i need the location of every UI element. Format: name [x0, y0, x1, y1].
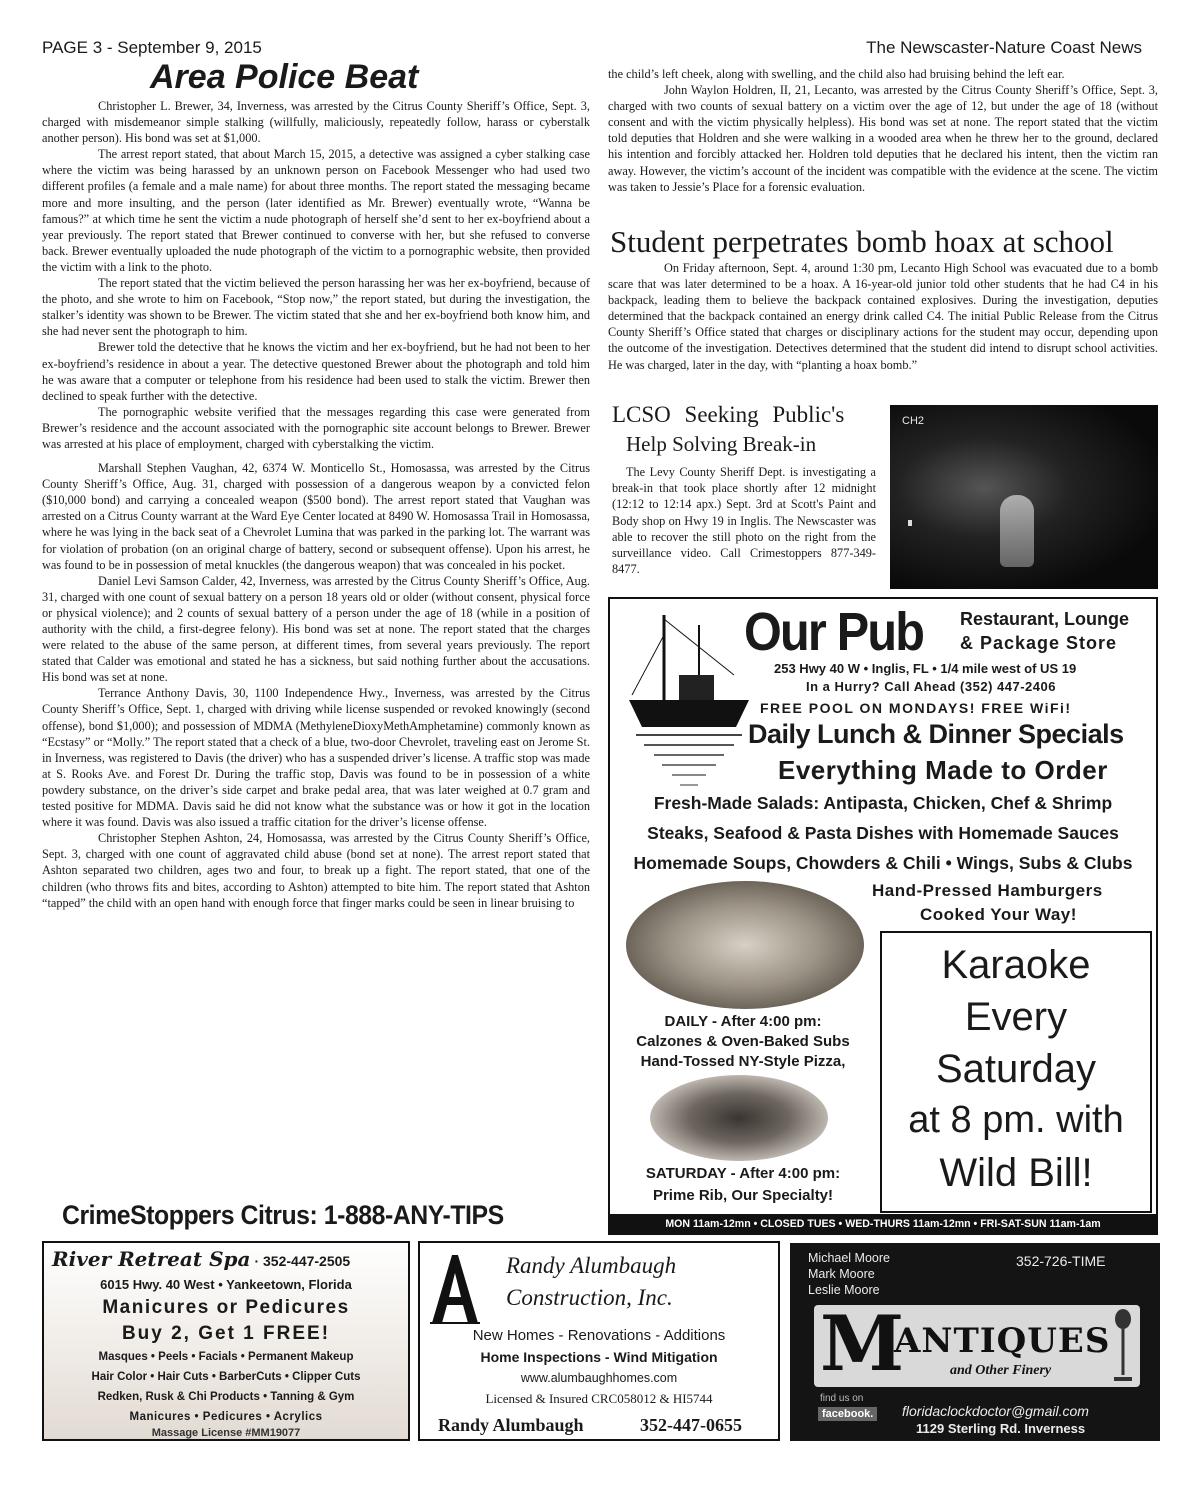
construction-services: New Homes - Renovations - Additions [472, 1327, 726, 1344]
spa-name [52, 1247, 350, 1271]
construction-contact-name: Randy Alumbaugh [438, 1415, 584, 1435]
spa-promo-1: Manicures or Pedicures [102, 1297, 350, 1318]
owner-name: Michael Moore [808, 1251, 890, 1265]
facebook-badge[interactable]: facebook. [818, 1407, 877, 1421]
spa-phone: · 352-447-2505 [254, 1253, 351, 1269]
crimestoppers-banner: CrimeStoppers Citrus: 1-888-ANY-TIPS [62, 1200, 504, 1230]
spa-license: Massage License #MM19077 [151, 1427, 301, 1439]
newspaper-name: The Newscaster-Nature Coast News [866, 38, 1142, 57]
paragraph: The arrest report stated, that about March 15, 2015, a detective was assigned a cyber stalking case where the victim was being harassed by an unknown person on Facebook Messenger who had used two different profiles (a female and a male name) for about three months. The report stated the messaging became more and more insulting, and the person (later identified as Mr. Brewer) eventually wrote, “Wanna be famous?” at which time he sent the victim a nude photograph of herself she’d sent to her ex-boyfriend about a year previously. The report stated that Brewer continued to converse with her, but she refused to converse back. Brewer eventually uploaded the nude photograph of the victim to a pornographic website, then provided the victim with a link to the photo. [42, 147, 590, 274]
letter-a-logo-icon [428, 1253, 482, 1325]
owner-name: Mark Moore [808, 1267, 875, 1281]
pub-menu-line-2: Steaks, Seafood & Pasta Dishes with Homemade Sauces [647, 823, 1119, 843]
spa-name-text: River Retreat Spa [52, 1247, 251, 1271]
paragraph: The Levy County Sheriff Dept. is investigating a break-in that took place shortly after 12 midnight (12:12 to 12:14 apx.) Sept. 3rd at Scott's Paint and Body shop on Hwy 19 in Inglis. The Newscaster was able to recover the still photo on the right from the surveillance video. Call Crimestoppers 877-349-8477. [612, 465, 876, 577]
pub-tagline-2: & Package Store [960, 633, 1118, 653]
pub-made-to-order: Everything Made to Order [778, 755, 1108, 785]
karaoke-box [880, 931, 1152, 1213]
karaoke-line-1: Karaoke [941, 943, 1091, 987]
pub-call-ahead: In a Hurry? Call Ahead (352) 447-2406 [806, 679, 1056, 694]
paragraph: Daniel Levi Samson Calder, 42, Inverness, was arrested by the Citrus County Sheriff’s Office, Aug. 31, charged with one count of sexual battery on a person 18 years old or older (without consent, physical force or physical violence); and 2 counts of sexual battery of a person under the age of 18 (while in a position of authority with the child, a first-degree felony). His bond was set at none. The report stated that the charges were related to the abuse of the same person, at different times, from several years previously. The report stated that Calder was emotional and stated he has a sickness, but said nothing further about the accusations. His bond was set at none. [42, 573, 590, 685]
logo-subtitle: and Other Finery [950, 1363, 1052, 1378]
bomb-hoax-article [608, 260, 1158, 373]
karaoke-line-3: Saturday [935, 1047, 1097, 1091]
construction-inspections: Home Inspections - Wind Mitigation [480, 1349, 718, 1365]
pub-daily-1: DAILY - After 4:00 pm: [664, 1013, 822, 1030]
spa-services-4: Manicures • Pedicures • Acrylics [129, 1411, 323, 1423]
antiques-ad [790, 1243, 1160, 1441]
pub-tagline-1: Restaurant, Lounge [960, 609, 1130, 629]
pub-address: 253 Hwy 40 W • Inglis, FL • 1/4 mile west of US 19 [774, 661, 1077, 676]
karaoke-line-2: Every [964, 995, 1068, 1039]
paragraph: Christopher L. Brewer, 34, Inverness, was arrested by the Citrus County Sheriff’s Office, Sept. 3, charged with misdemeanor simple stalking (willfully, maliciously, repeatedly follow, harass or cyberstalk another person). His bond was set at $1,000. [42, 99, 590, 146]
pub-saturday-2: Prime Rib, Our Specialty! [652, 1187, 834, 1204]
pub-specials: Daily Lunch & Dinner Specials [748, 719, 1124, 749]
paragraph: Christopher Stephen Ashton, 24, Homosassa, was arrested by the Citrus County Sheriff’s Office, Sept. 3, charged with one count of aggravated child abuse (bond set at none). The arrest report stated that Ashton separated two children, ages two and four, to break up a fight. The report stated, that one of the children (who throws fits and bites, according to Ashton) attempted to bite him. The report stated that Ashton “tapped” the child with an open hand with enough force that finger marks could be seen in linear bruising to [42, 831, 590, 910]
logo-text: ANTIQUES [894, 1321, 1111, 1361]
paragraph: On Friday afternoon, Sept. 4, around 1:30 pm, Lecanto High School was evacuated due to a bomb scare that was later determined to be a hoax. A 16-year-old junior told other students that he had C4 in his backpack, leading them to believe the backpack contained explosives. During the investigation, deputies determined that the backpack contained an energy drink called C4. The initial Public Release from the Citrus County Sheriff’s Office stated that charges or disciplinary actions for the student may occur, depending upon the outcome of the investigation. Detectives determined that the student did intend to disrupt school activities. He was charged, later in the day, with “planting a hoax bomb.” [608, 261, 1158, 372]
paragraph: Terrance Anthony Davis, 30, 1100 Independence Hwy., Inverness, was arrested by the Citrus County Sheriff’s Office, Sept. 1, charged with driving while license suspended or revoked knowingly (second offense), bond $1,000); and possession of MDMA (MethyleneDioxyMethAmphetamine) commonly known as “Ecstasy” or “Molly.” The report stated that a check of a blue, two-door Chevrolet, traveling east on Jerome St. in Inverness, was registered to Davis (the driver) who has a suspended driver’s license. A traffic stop was made at S. Rooks Ave. and Forest Dr. During the traffic stop, Davis was found to be in possession of a white powdery substance, on the driver’s side carpet and brake pedal area, that was later weighed at 0.7 gram and tested positive for MDMA. Davis said he did not know what the substance was or how it got in the location where it was found. Davis was also issued a traffic citation for the driver’s license offense. [42, 686, 590, 830]
spa-address: 6015 Hwy. 40 West • Yankeetown, Florida [100, 1277, 352, 1292]
owner-name: Leslie Moore [808, 1283, 880, 1297]
construction-name-2: Construction, Inc. [506, 1285, 673, 1310]
construction-name-1: Randy Alumbaugh [506, 1253, 677, 1278]
pub-hours-bar: MON 11am-12mn • CLOSED TUES • WED-THURS 11am-12mn • FRI-SAT-SUN 11am-1am [608, 1214, 1158, 1234]
find-us-label: find us on [820, 1393, 864, 1404]
construction-website: www.alumbaughhomes.com [520, 1371, 678, 1385]
construction-phone: 352-447-0655 [640, 1415, 742, 1435]
pub-menu-line-3: Homemade Soups, Chowders & Chili • Wings, Subs & Clubs [633, 853, 1133, 873]
lcso-title-line1: LCSO Seeking Public's [612, 402, 845, 427]
karaoke-line-5: Wild Bill! [939, 1151, 1093, 1195]
pub-burgers-1: Hand-Pressed Hamburgers [872, 881, 1103, 900]
karaoke-line-4: at 8 pm. with [908, 1099, 1124, 1141]
antiques-logo [814, 1299, 1140, 1388]
paragraph: the child’s left cheek, along with swelling, and the child also had bruising behind the left ear. [608, 67, 1065, 81]
construction-ad [418, 1241, 780, 1441]
pub-daily-3: Hand-Tossed NY-Style Pizza, [640, 1053, 846, 1070]
antiques-phone: 352-726-TIME [1016, 1253, 1106, 1269]
suspect-figure [1000, 495, 1034, 567]
spa-services-2: Hair Color • Hair Cuts • BarberCuts • Clipper Cuts [91, 1371, 361, 1383]
pub-name: Our Pub [744, 602, 924, 662]
camera-label: CH2 [902, 415, 925, 427]
prime-rib-image [650, 1075, 828, 1161]
lcso-article [612, 464, 876, 577]
surveillance-photo [890, 405, 1158, 589]
spa-services-1: Masques • Peels • Facials • Permanent Makeup [98, 1351, 354, 1363]
spa-services-3: Redken, Rusk & Chi Products • Tanning & Gym [97, 1391, 355, 1403]
bomb-hoax-title: Student perpetrates bomb hoax at school [610, 224, 1114, 259]
pub-menu-line-1: Fresh-Made Salads: Antipasta, Chicken, Chef & Shrimp [653, 793, 1113, 813]
pub-saturday-1: SATURDAY - After 4:00 pm: [645, 1165, 841, 1182]
paragraph: The pornographic website verified that the messages regarding this case were generated from Brewer’s residence and the account associated with the pornographic site account belongs to Brewer. Brewer was arrested at his place of employment, charged with cyberstalking the victim. [42, 404, 590, 451]
antiques-address: 1129 Sterling Rd. Inverness [916, 1421, 1086, 1436]
pizza-image [626, 881, 864, 1009]
light-spot [908, 520, 912, 526]
lcso-title-line2: Help Solving Break-in [626, 432, 817, 456]
paragraph: John Waylon Holdren, II, 21, Lecanto, was arrested by the Citrus County Sheriff’s Office, Sept. 3, charged with two counts of sexual battery on a victim over the age of 12, but under the age of 18 (without consent and with the victim physically helpless). His bond was set at none. The report stated that the victim told deputies that Holdren and she were walking in a wooded area when he threw her to the ground, declared his intention and forcibly attacked her. Holdren told deputies that he declared his intent, then the victim ran away. However, the victim’s account of the incident was compatible with the evidence at the scene. The victim was taken to Jessie’s Place for a forensic evaluation. [608, 83, 1158, 194]
our-pub-ad [608, 597, 1158, 1235]
police-beat-title: Area Police Beat [150, 58, 419, 96]
police-beat-article [42, 98, 590, 911]
paragraph: Brewer told the detective that he knows the victim and her ex-boyfriend, but he had not been to her ex-boyfriend’s residence in about a year. The detective questoned Brewer about the photograph and told him he was aware that a computer or telephone from his residence had been used to stalk the victim. Brewer then declined to speak further with the detective. [42, 340, 590, 403]
spa-promo-2: Buy 2, Get 1 FREE! [121, 1323, 331, 1344]
pub-daily-2: Calzones & Oven-Baked Subs [636, 1033, 850, 1050]
fishing-boat-icon [624, 605, 754, 805]
pub-free-offers: FREE POOL ON MONDAYS! FREE WiFi! [760, 700, 1072, 716]
logo-letter-m: M [820, 1299, 905, 1388]
construction-license: Licensed & Insured CRC058012 & HI5744 [485, 1391, 713, 1406]
pub-burgers-2: Cooked Your Way! [920, 905, 1077, 924]
spa-ad [42, 1241, 410, 1441]
paragraph: Marshall Stephen Vaughan, 42, 6374 W. Monticello St., Homosassa, was arrested by the Citrus County Sheriff’s Office, Aug. 31, charged with possession of a dangerous weapon by a convicted felon ($10,000 bond) and carrying a concealed weapon ($500 bond). The arrest report stated that Vaughan was arrested on a Citrus County warrant at the Ward Eye Center located at 8490 W. Homosassa Trail in Homosassa, where he was lying in the back seat of a Chevrolet Lumina that was parked in the parking lot. The warrant was for violation of probation (on an original charge of battery, second or subsequent offense). Upon his arrest, he was found to be in possession of metal knuckles (the dangerous weapon) that was concealed in his pocket. [42, 461, 590, 572]
police-beat-continued [608, 66, 1158, 195]
page-number-date: PAGE 3 - September 9, 2015 [42, 38, 262, 57]
microphone-icon [1110, 1309, 1136, 1383]
paragraph: The report stated that the victim believed the person harassing her was her ex-boyfriend, because of the photo, and she wrote to him on Facebook, “Stop now,” the report stated, but during the investigation, the stalker’s identity was shown to be Brewer. The victim stated that she and her ex-boyfriend both know him, and she had never sent the photograph to him. [42, 276, 590, 339]
antiques-email[interactable]: floridaclockdoctor@gmail.com [902, 1403, 1089, 1419]
